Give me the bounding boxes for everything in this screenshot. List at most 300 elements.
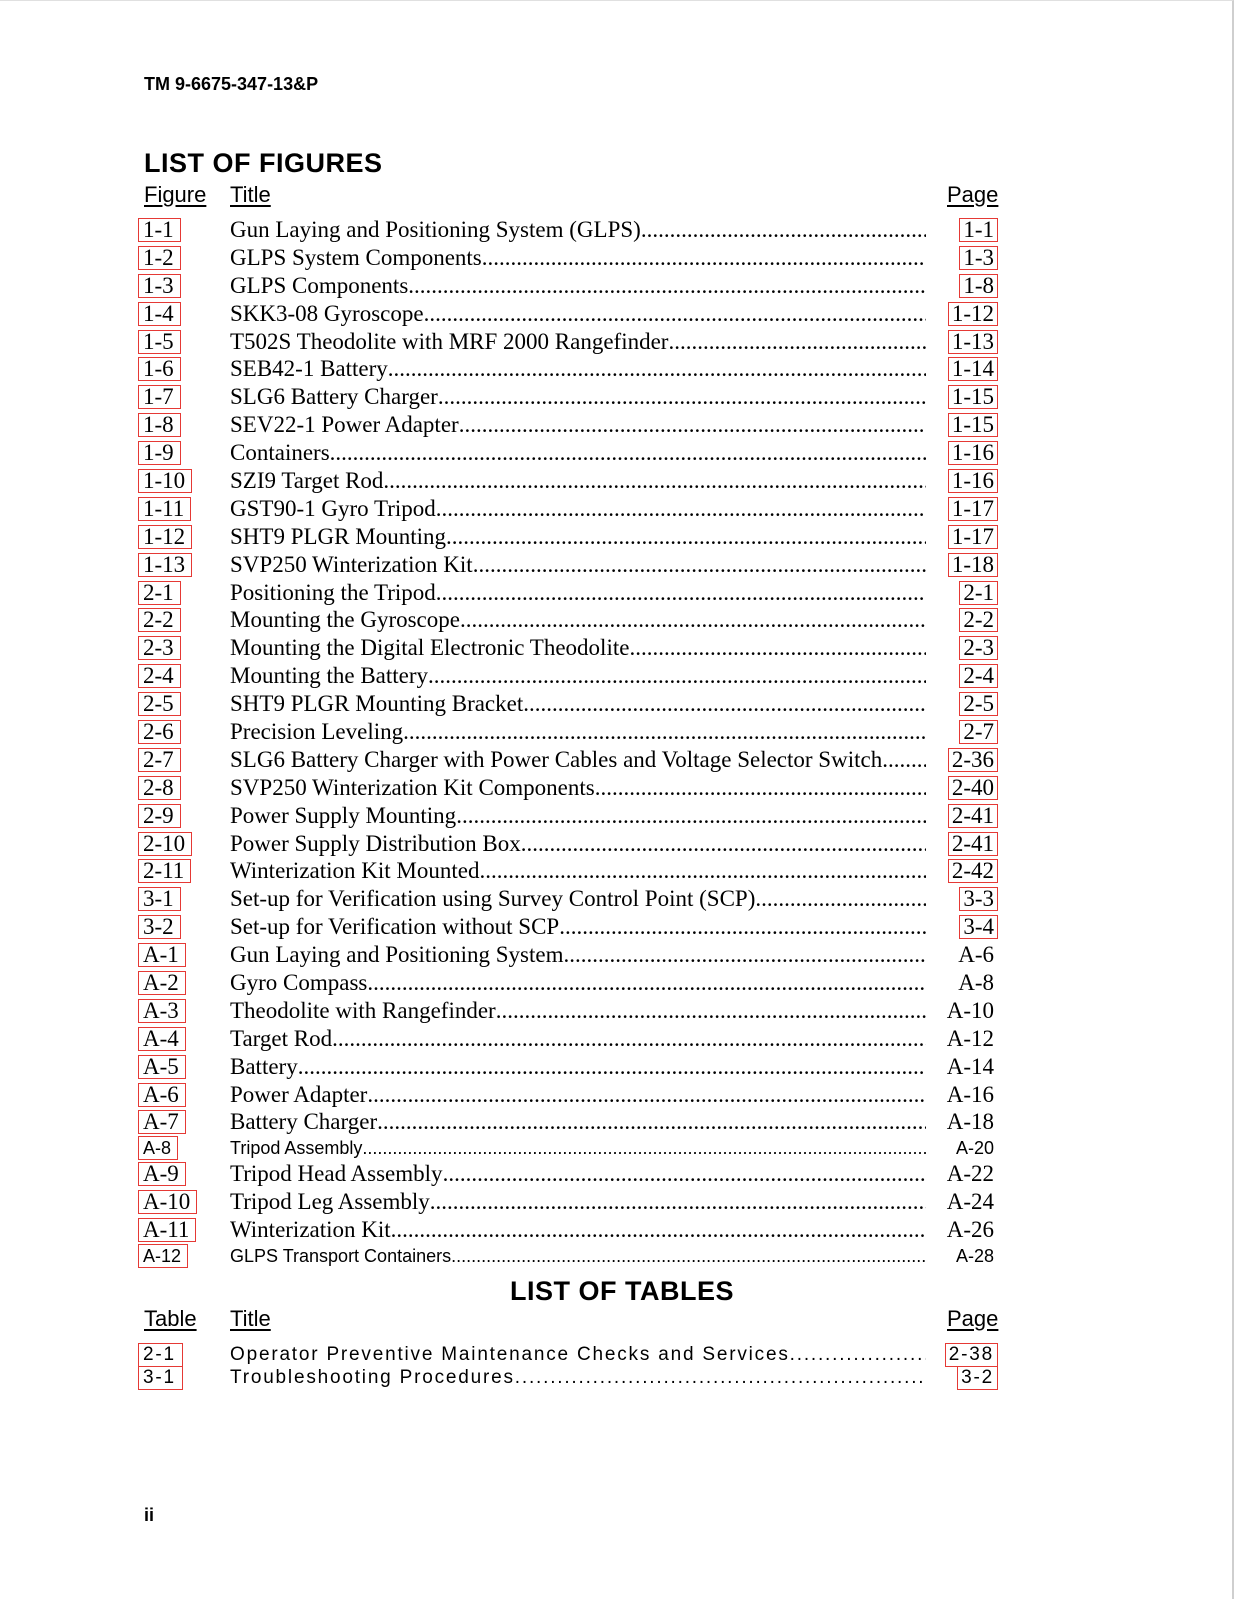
entry-page-link[interactable]: 3-4 (959, 915, 998, 939)
entry-page[interactable] (926, 663, 998, 689)
entry-number[interactable] (138, 412, 230, 438)
dot-leader (443, 1161, 926, 1187)
entry-number[interactable] (138, 1217, 230, 1243)
entry-page[interactable] (926, 301, 998, 327)
toc-entry[interactable] (138, 662, 998, 690)
entry-title (230, 412, 926, 438)
toc-entry[interactable] (138, 969, 998, 997)
entry-page[interactable] (926, 329, 998, 355)
entry-number[interactable] (138, 1109, 230, 1135)
entry-title-text: SLG6 Battery Charger with Power Cables and Voltage Selector Switch (230, 746, 883, 772)
entry-title (230, 998, 926, 1024)
entry-title (230, 1109, 926, 1135)
entry-page-link[interactable]: 1-17 (948, 525, 998, 549)
entry-number-link[interactable]: 3-1 (138, 1366, 183, 1390)
entry-number-link[interactable]: 1-8 (138, 413, 181, 437)
entry-number-link[interactable]: 1-5 (138, 330, 181, 354)
toc-entry[interactable] (138, 1366, 998, 1389)
entry-page[interactable] (926, 691, 998, 717)
entry-number-link[interactable]: 2-1 (138, 1343, 183, 1367)
dot-leader (330, 440, 926, 466)
toc-entry[interactable] (138, 579, 998, 607)
entry-title (230, 719, 926, 745)
entry-page[interactable] (926, 245, 998, 271)
toc-entry[interactable] (138, 467, 998, 495)
entry-page[interactable] (926, 831, 998, 857)
entry-number[interactable] (138, 1026, 230, 1052)
toc-entry[interactable] (138, 1053, 998, 1081)
entry-number[interactable] (138, 1054, 230, 1080)
entry-page-link[interactable]: A-26 (946, 1217, 994, 1243)
entry-number-link[interactable]: A-6 (138, 1083, 186, 1107)
entry-page-link[interactable]: 2-3 (959, 636, 998, 660)
entry-page[interactable] (926, 1054, 998, 1080)
entry-page-link[interactable]: 1-13 (948, 330, 998, 354)
entry-title (230, 384, 926, 410)
page-number: ii (144, 1505, 155, 1525)
dot-leader (436, 496, 926, 522)
entry-page[interactable] (926, 886, 998, 912)
entry-title-text: SLG6 Battery Charger (230, 384, 438, 410)
dot-leader (428, 663, 926, 689)
entry-title-text: Operator Preventive Maintenance Checks and Services (230, 1343, 790, 1365)
toc-entry[interactable] (138, 1216, 998, 1244)
dot-leader (391, 1217, 926, 1243)
entry-title (230, 217, 926, 243)
entry-number-link[interactable]: 1-9 (138, 441, 181, 465)
toc-entry[interactable] (138, 244, 998, 272)
entry-number[interactable] (138, 217, 230, 243)
entry-number[interactable] (138, 607, 230, 633)
entry-title-text: GLPS Transport Containers (230, 1245, 452, 1266)
entry-title-text: T502S Theodolite with MRF 2000 Rangefinder (230, 328, 669, 354)
entry-number[interactable] (138, 384, 230, 410)
dot-leader (755, 886, 926, 912)
dot-leader (515, 1367, 926, 1389)
entry-page[interactable] (926, 942, 998, 968)
entry-number-link[interactable]: 1-4 (138, 302, 181, 326)
entry-number[interactable] (138, 970, 230, 996)
entry-number[interactable] (138, 1161, 230, 1187)
entry-page-link[interactable]: 2-41 (948, 804, 998, 828)
entry-title (230, 775, 926, 801)
dot-leader (367, 1082, 926, 1108)
entry-title (230, 663, 926, 689)
entry-number-link[interactable]: 3-1 (138, 887, 181, 911)
entry-number-link[interactable]: 2-11 (138, 859, 191, 883)
entry-number-link[interactable]: 1-6 (138, 357, 181, 381)
entry-number-link[interactable]: 1-10 (138, 469, 192, 493)
toc-entry[interactable] (138, 746, 998, 774)
entry-page[interactable] (926, 356, 998, 382)
entry-page-link[interactable]: 1-16 (948, 441, 998, 465)
entry-page-link[interactable]: 1-16 (948, 469, 998, 493)
entry-page-link[interactable]: 1-8 (959, 274, 998, 298)
toc-entry[interactable] (138, 1160, 998, 1188)
entry-title (230, 580, 926, 606)
entry-number-link[interactable]: 2-1 (138, 581, 181, 605)
toc-entry[interactable] (138, 690, 998, 718)
entry-number-link[interactable]: A-2 (138, 971, 186, 995)
entry-page[interactable] (926, 635, 998, 661)
toc-entry[interactable] (138, 1188, 998, 1216)
entry-title-text: Theodolite with Rangefinder (230, 997, 496, 1023)
entry-title (230, 440, 926, 466)
dot-leader (641, 217, 926, 243)
entry-number[interactable] (138, 803, 230, 829)
toc-entry[interactable] (138, 439, 998, 467)
entry-page[interactable] (926, 607, 998, 633)
entry-page-link[interactable]: 1-3 (959, 246, 998, 270)
entry-number-link[interactable]: 1-3 (138, 274, 181, 298)
col-title-header: Title (230, 182, 271, 207)
entry-page-link[interactable]: 2-41 (948, 832, 998, 856)
dot-leader (668, 329, 926, 355)
entry-title (230, 301, 926, 327)
dot-leader (383, 468, 926, 494)
entry-title (230, 356, 926, 382)
entry-page[interactable] (926, 858, 998, 884)
dot-leader (479, 858, 926, 884)
entry-title-text: Tripod Assembly (230, 1137, 363, 1158)
entry-title-text: GST90-1 Gyro Tripod (230, 495, 436, 521)
entry-page-link[interactable]: A-16 (946, 1081, 994, 1107)
entry-number[interactable] (138, 496, 230, 522)
entry-number-link[interactable]: 2-2 (138, 608, 181, 632)
entry-title (230, 942, 926, 968)
dot-leader (790, 1344, 926, 1366)
entry-number-link[interactable]: 2-4 (138, 664, 181, 688)
entry-number[interactable] (138, 747, 230, 773)
entry-title-text: Gyro Compass (230, 969, 368, 995)
entry-page-link[interactable]: 3-3 (959, 887, 998, 911)
entry-number[interactable] (138, 914, 230, 940)
toc-entry[interactable] (138, 941, 998, 969)
entry-page[interactable] (926, 970, 998, 996)
entry-number-link[interactable]: 2-10 (138, 832, 192, 856)
entry-page-link[interactable]: 2-7 (959, 720, 998, 744)
entry-page[interactable] (926, 1244, 998, 1268)
entry-page-link[interactable]: A-14 (946, 1053, 994, 1079)
entry-title-text: Target Rod (230, 1025, 333, 1051)
entry-page[interactable] (926, 803, 998, 829)
entry-page[interactable] (926, 384, 998, 410)
entry-title-text: Gun Laying and Positioning System (GLPS) (230, 216, 641, 242)
entry-page-link[interactable]: A-24 (946, 1189, 994, 1215)
entry-page[interactable] (926, 1082, 998, 1108)
dot-leader (424, 301, 926, 327)
entry-number-link[interactable]: 1-12 (138, 525, 192, 549)
toc-entry[interactable] (138, 857, 998, 885)
entry-number[interactable] (138, 356, 230, 382)
entry-number[interactable] (138, 719, 230, 745)
toc-entry[interactable] (138, 1081, 998, 1109)
entry-title (230, 524, 926, 550)
entry-page[interactable] (926, 1109, 998, 1135)
entry-page-link[interactable]: A-18 (946, 1109, 994, 1135)
entry-page[interactable] (926, 552, 998, 578)
list-of-figures-heading: LIST OF FIGURES (144, 148, 383, 178)
entry-title (230, 329, 926, 355)
entry-page[interactable] (926, 914, 998, 940)
entry-page-link[interactable]: 2-38 (945, 1343, 998, 1367)
entry-number[interactable] (138, 1082, 230, 1108)
entry-page-link[interactable]: 2-1 (959, 581, 998, 605)
entry-page[interactable] (926, 580, 998, 606)
entry-title (230, 1138, 926, 1159)
entry-title (230, 1054, 926, 1080)
dot-leader (367, 970, 926, 996)
entry-number-link[interactable]: 2-7 (138, 748, 181, 772)
entry-page[interactable] (926, 440, 998, 466)
entry-number[interactable] (138, 691, 230, 717)
toc-entry[interactable] (138, 1244, 998, 1268)
entry-number[interactable] (138, 329, 230, 355)
entry-number[interactable] (138, 998, 230, 1024)
entry-number-link[interactable]: 2-9 (138, 804, 181, 828)
entry-number-link[interactable]: 1-7 (138, 385, 181, 409)
entry-number-link[interactable]: A-11 (138, 1218, 196, 1242)
entry-title (230, 831, 926, 857)
entry-number[interactable] (138, 552, 230, 578)
toc-entry[interactable] (138, 830, 998, 858)
entry-number-link[interactable]: A-12 (138, 1244, 188, 1268)
entry-title-text: Power Supply Mounting (230, 802, 457, 828)
entry-number-link[interactable]: A-10 (138, 1190, 197, 1214)
entry-title-text: GLPS Components (230, 272, 409, 298)
dot-leader (564, 942, 927, 968)
entry-number[interactable] (138, 245, 230, 271)
toc-entry[interactable] (138, 997, 998, 1025)
toc-entry[interactable] (138, 411, 998, 439)
entry-page-link[interactable]: A-20 (955, 1138, 994, 1159)
toc-entry[interactable] (138, 1136, 998, 1160)
entry-page-link[interactable]: 2-36 (948, 748, 998, 772)
entry-number-link[interactable]: A-7 (138, 1110, 186, 1134)
entry-title (230, 747, 926, 773)
toc-entry[interactable] (138, 272, 998, 300)
toc-entry[interactable] (138, 328, 998, 356)
toc-entry[interactable] (138, 1109, 998, 1137)
entry-title (230, 691, 926, 717)
entry-number[interactable] (138, 468, 230, 494)
entry-page[interactable] (926, 217, 998, 243)
dot-leader (595, 775, 926, 801)
dot-leader (521, 831, 926, 857)
entry-number-link[interactable]: 2-6 (138, 720, 181, 744)
entry-number-link[interactable]: A-3 (138, 999, 186, 1023)
document-id: TM 9-6675-347-13&P (144, 74, 319, 94)
entry-page-link[interactable]: 1-17 (948, 497, 998, 521)
dot-leader (523, 691, 926, 717)
entry-page-link[interactable]: 3-2 (957, 1366, 998, 1390)
entry-title-text: SVP250 Winterization Kit (230, 551, 473, 577)
entry-title (230, 1344, 926, 1366)
toc-entry[interactable] (138, 355, 998, 383)
entry-page[interactable] (926, 1026, 998, 1052)
entry-page[interactable] (926, 747, 998, 773)
entry-number[interactable] (138, 775, 230, 801)
toc-entry[interactable] (138, 383, 998, 411)
entry-number-link[interactable]: 1-11 (138, 497, 191, 521)
toc-entry[interactable] (138, 495, 998, 523)
toc-entry[interactable] (138, 551, 998, 579)
toc-entry[interactable] (138, 913, 998, 941)
col-page-header: Page (947, 182, 999, 207)
entry-number[interactable] (138, 580, 230, 606)
entry-title-text: SHT9 PLGR Mounting (230, 523, 446, 549)
entry-number-link[interactable]: 2-8 (138, 776, 181, 800)
entry-page-link[interactable]: A-8 (958, 969, 994, 995)
entry-number[interactable] (138, 1366, 230, 1390)
entry-number-link[interactable]: A-5 (138, 1055, 186, 1079)
entry-page[interactable] (926, 1189, 998, 1215)
toc-entry[interactable] (138, 523, 998, 551)
entry-title (230, 496, 926, 522)
entry-title-text: Mounting the Digital Electronic Theodolite (230, 635, 630, 661)
entry-number-link[interactable]: A-4 (138, 1027, 186, 1051)
entry-number[interactable] (138, 635, 230, 661)
entry-page[interactable] (926, 1343, 998, 1367)
entry-page[interactable] (926, 1366, 998, 1390)
toc-entry[interactable] (138, 718, 998, 746)
entry-page-link[interactable]: 1-18 (948, 553, 998, 577)
entry-page-link[interactable]: 1-15 (948, 413, 998, 437)
entry-title-text: Troubleshooting Procedures (230, 1366, 515, 1388)
toc-entry[interactable] (138, 802, 998, 830)
toc-entry[interactable] (138, 606, 998, 634)
entry-number-link[interactable]: 2-5 (138, 692, 181, 716)
entry-number[interactable] (138, 1136, 230, 1160)
entry-page[interactable] (926, 412, 998, 438)
dot-leader (482, 245, 926, 271)
entry-number[interactable] (138, 1343, 230, 1367)
entry-page[interactable] (926, 719, 998, 745)
entry-title (230, 552, 926, 578)
entry-page-link[interactable]: A-22 (946, 1161, 994, 1187)
entry-title (230, 1217, 926, 1243)
entry-page-link[interactable]: A-28 (955, 1246, 994, 1267)
entry-page-link[interactable]: 2-42 (948, 859, 998, 883)
entry-title-text: SEB42-1 Battery (230, 356, 388, 382)
entry-title-text: GLPS System Components (230, 244, 482, 270)
dot-leader (473, 552, 926, 578)
toc-entry[interactable] (138, 774, 998, 802)
entry-title (230, 245, 926, 271)
entry-page[interactable] (926, 998, 998, 1024)
entry-page[interactable] (926, 1136, 998, 1160)
entry-title (230, 803, 926, 829)
entry-title-text: Battery (230, 1053, 298, 1079)
dot-leader (496, 998, 926, 1024)
entry-page-link[interactable]: 2-40 (948, 776, 998, 800)
entry-page[interactable] (926, 1161, 998, 1187)
entry-number-link[interactable]: 3-2 (138, 915, 181, 939)
entry-title-text: SEV22-1 Power Adapter (230, 412, 459, 438)
entry-number[interactable] (138, 831, 230, 857)
col-title-header-tables: Title (230, 1306, 271, 1331)
entry-number-link[interactable]: A-8 (138, 1136, 178, 1160)
entry-page[interactable] (926, 775, 998, 801)
entry-page-link[interactable]: A-10 (946, 997, 994, 1023)
entry-number-link[interactable]: A-9 (138, 1162, 186, 1186)
entry-page[interactable] (926, 496, 998, 522)
entry-page[interactable] (926, 468, 998, 494)
entry-number[interactable] (138, 1189, 230, 1215)
entry-title-text: Precision Leveling (230, 718, 404, 744)
entry-page-link[interactable]: A-6 (958, 942, 994, 968)
entry-number-link[interactable]: 2-3 (138, 636, 181, 660)
tables-list (138, 1343, 998, 1389)
entry-page-link[interactable]: 1-1 (959, 218, 998, 242)
entry-page[interactable] (926, 524, 998, 550)
entry-number-link[interactable]: 1-1 (138, 218, 181, 242)
entry-title-text: Gun Laying and Positioning System (230, 942, 564, 968)
entry-page-link[interactable]: 2-4 (959, 664, 998, 688)
col-page-header-tables: Page (947, 1306, 999, 1331)
entry-title-text: SZI9 Target Rod (230, 467, 384, 493)
entry-title-text: SKK3-08 Gyroscope (230, 300, 424, 326)
entry-title-text: Battery Charger (230, 1109, 378, 1135)
entry-page[interactable] (926, 1217, 998, 1243)
entry-number-link[interactable]: A-1 (138, 943, 186, 967)
entry-page-link[interactable]: 1-12 (948, 302, 998, 326)
entry-title-text: Set-up for Verification without SCP (230, 914, 560, 940)
entry-number[interactable] (138, 663, 230, 689)
entry-number-link[interactable]: 1-13 (138, 553, 192, 577)
dot-leader (629, 635, 926, 661)
toc-entry[interactable] (138, 634, 998, 662)
entry-number[interactable] (138, 301, 230, 327)
entry-number[interactable] (138, 858, 230, 884)
dot-leader (377, 1109, 926, 1135)
entry-title-text: Winterization Kit Mounted (230, 858, 480, 884)
entry-title-text: Containers (230, 440, 330, 466)
entry-number-link[interactable]: 1-2 (138, 246, 181, 270)
toc-entry[interactable] (138, 216, 998, 244)
entry-page[interactable] (926, 273, 998, 299)
entry-title (230, 1189, 926, 1215)
toc-entry[interactable] (138, 1025, 998, 1053)
entry-title-text: Power Adapter (230, 1081, 368, 1107)
dot-leader (882, 747, 926, 773)
entry-number[interactable] (138, 886, 230, 912)
dot-leader (298, 1054, 926, 1080)
entry-title-text: Mounting the Battery (230, 663, 429, 689)
entry-title (230, 970, 926, 996)
dot-leader (460, 607, 926, 633)
list-of-tables-heading: LIST OF TABLES (510, 1276, 734, 1306)
col-table-header: Table (144, 1306, 197, 1331)
entry-number[interactable] (138, 524, 230, 550)
entry-number[interactable] (138, 942, 230, 968)
entry-page-link[interactable]: 1-14 (948, 357, 998, 381)
toc-entry[interactable] (138, 1343, 998, 1366)
entry-number[interactable] (138, 440, 230, 466)
toc-entry[interactable] (138, 885, 998, 913)
entry-page-link[interactable]: 2-5 (959, 692, 998, 716)
entry-page-link[interactable]: 1-15 (948, 385, 998, 409)
dot-leader (436, 580, 926, 606)
dot-leader (362, 1138, 926, 1159)
entry-page-link[interactable]: A-12 (946, 1025, 994, 1051)
entry-title (230, 858, 926, 884)
dot-leader (430, 1189, 926, 1215)
entry-number[interactable] (138, 273, 230, 299)
toc-entry[interactable] (138, 300, 998, 328)
entry-number[interactable] (138, 1244, 230, 1268)
entry-page-link[interactable]: 2-2 (959, 608, 998, 632)
